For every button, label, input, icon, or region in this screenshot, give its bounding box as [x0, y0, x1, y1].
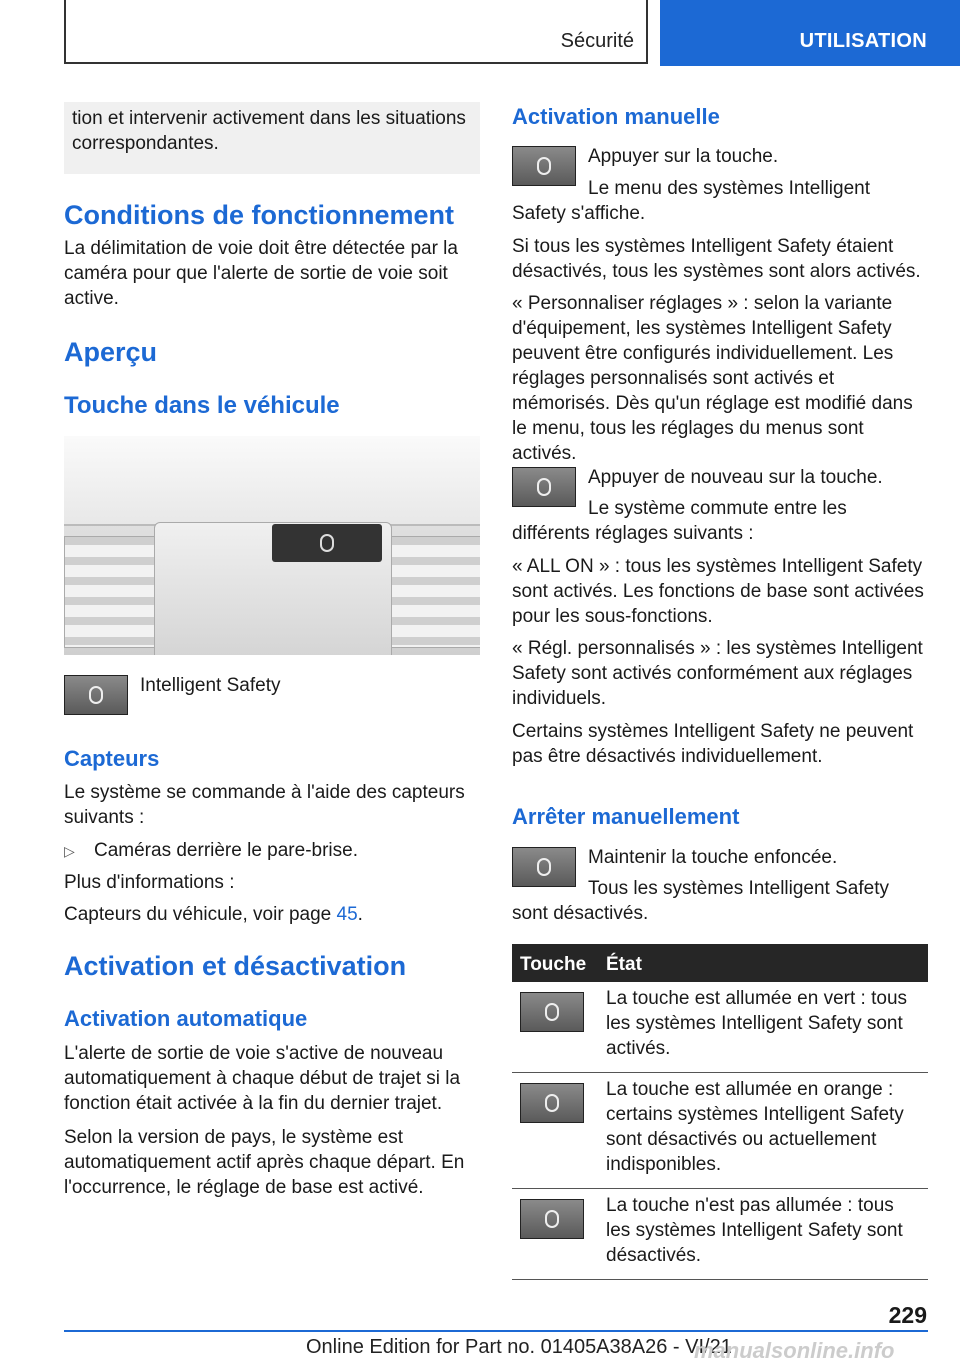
- capteurs-heading: Capteurs: [64, 746, 160, 771]
- table-row: [512, 1073, 928, 1189]
- touche-heading: Touche dans le véhicule: [64, 392, 340, 419]
- status-table: [512, 944, 928, 1280]
- manual-text-3: Si tous les systèmes Intelligent Safety étaient désactivés, tous les systèmes sont alors activés.: [512, 236, 921, 282]
- vehicle-photo: [64, 436, 480, 655]
- chapter-label: UTILISATION: [799, 30, 927, 52]
- activation-heading: Activation et désactivation: [64, 951, 407, 981]
- again-step-2: Le système commute entre les différents réglages suivants :: [512, 498, 847, 544]
- stop-heading: Arrêter manuellement: [512, 804, 740, 829]
- table-header: [512, 944, 928, 982]
- intelligent-safety-icon: [520, 992, 584, 1032]
- intelligent-safety-icon: [64, 675, 128, 715]
- button-caption: Intelligent Safety: [140, 675, 281, 696]
- footer-divider: [64, 1330, 928, 1332]
- table-cell: La touche n'est pas allumée : tous les systèmes Intelligent Safety sont désactivés.: [606, 1195, 903, 1266]
- list-item: ▷ Caméras derrière le pare-brise.: [64, 838, 358, 864]
- manual-step-1: Appuyer sur la touche.: [588, 146, 779, 167]
- page-link[interactable]: 45: [336, 904, 358, 925]
- capteurs-text: Le système se commande à l'aide des capteurs suivants :: [64, 782, 465, 828]
- page-header: [0, 0, 960, 66]
- again-text-5: Certains systèmes Intelligent Safety ne peuvent pas être désactivés individuellement.: [512, 721, 914, 767]
- stop-step-1: Maintenir la touche enfoncée.: [588, 847, 838, 868]
- again-text-3: « ALL ON » : tous les systèmes Intelligent Safety sont activés. Les fonctions de base sont activées pour les sous-fonctions.: [512, 556, 924, 627]
- stop-step-2: Tous les systèmes Intelligent Safety sont désactivés.: [512, 878, 889, 924]
- note-text: tion et intervenir activement dans les situations correspondantes.: [72, 108, 466, 154]
- more-info-text: Plus d'informations :: [64, 872, 235, 893]
- section-tab: [64, 0, 648, 64]
- reference-text: Capteurs du véhicule, voir page 45.: [64, 904, 363, 925]
- edition-text: Online Edition for Part no. 01405A38A26 - VI/21: [306, 1336, 732, 1358]
- col-header-touche: Touche: [520, 954, 587, 975]
- auto-heading: Activation automatique: [64, 1006, 308, 1031]
- continued-note: [64, 102, 480, 174]
- intelligent-safety-icon: [520, 1083, 584, 1123]
- conditions-heading: Conditions de fonctionnement: [64, 200, 454, 230]
- col-header-etat: État: [606, 954, 642, 975]
- section-label: Sécurité: [560, 30, 634, 52]
- auto-text-2: Selon la version de pays, le système est automatiquement actif après chaque départ. En l'occurrence, le réglage de base est activé.: [64, 1127, 465, 1198]
- apercu-heading: Aperçu: [64, 337, 158, 367]
- intelligent-safety-button-photo: [272, 524, 382, 562]
- auto-text-1: L'alerte de sortie de voie s'active de nouveau automatiquement à chaque début de trajet si la fonction était activée à la fin du dernier trajet.: [64, 1043, 461, 1114]
- intelligent-safety-icon: [520, 1199, 584, 1239]
- manual-step-2: Le menu des systèmes Intelligent Safety s'affiche.: [512, 178, 870, 224]
- table-cell: La touche est allumée en vert : tous les systèmes Intelligent Safety sont activés.: [606, 988, 908, 1059]
- table-cell: La touche est allumée en orange : certains systèmes Intelligent Safety sont désactivés ou actuellement indisponibles.: [606, 1079, 904, 1175]
- chapter-tab: [660, 0, 960, 66]
- watermark-logo: manualsonline.info: [694, 1338, 895, 1363]
- conditions-text: La délimitation de voie doit être détectée par la caméra pour que l'alerte de sortie de voie soit active.: [64, 238, 458, 309]
- table-row: [512, 982, 928, 1073]
- again-text-4: « Régl. personnalisés » : les systèmes Intelligent Safety sont activés conformément aux réglages individuels.: [512, 638, 923, 709]
- again-step-1: Appuyer de nouveau sur la touche.: [588, 467, 883, 488]
- page-number: 229: [888, 1302, 927, 1328]
- triangle-bullet-icon: ▷: [64, 843, 75, 859]
- manual-text-4: « Personnaliser réglages » : selon la variante d'équipement, les systèmes Intelligent Safety peuvent être configurés individuellement. Les réglages personnalisés sont activés et mémorisés. Dès qu'un réglage est modifié dans le menu, tous les réglages du menus sont activés.: [512, 293, 913, 464]
- manual-heading: Activation manuelle: [512, 104, 720, 129]
- table-row: [512, 1189, 928, 1280]
